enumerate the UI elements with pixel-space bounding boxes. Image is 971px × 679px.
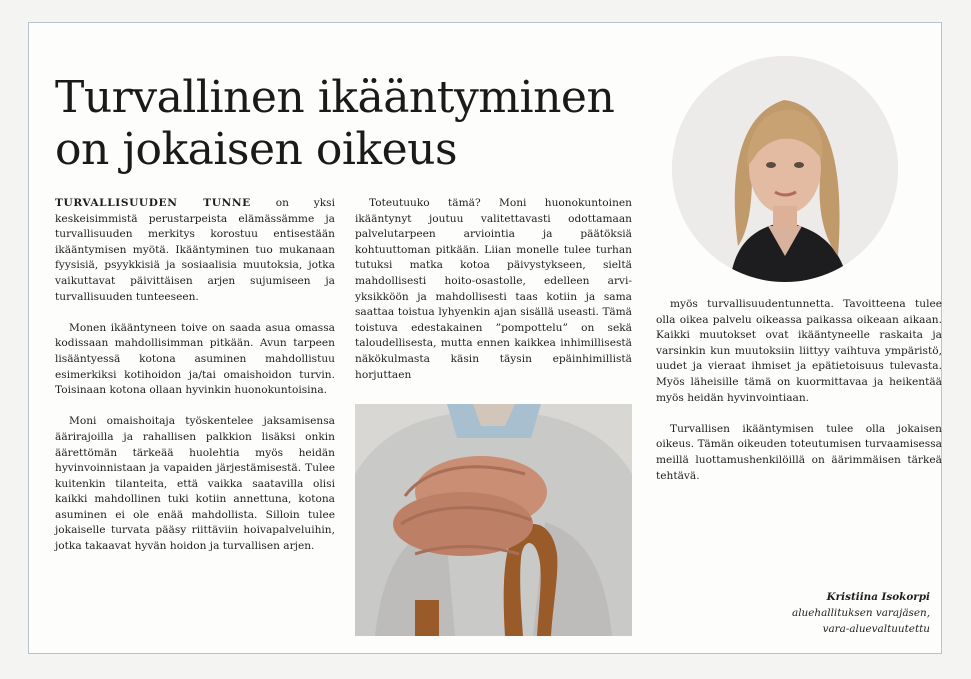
article-column-1 — [55, 196, 335, 570]
paragraph: Toteutuuko tämä? Moni huonokuntoinen ikääntynyt joutuu valitettavasti odottamaan palvelutarpeen arviointia ja päätöksiä kohtuuttoman pitkään. Liian monelle tulee turhan tutuksi matka kotoa päivystykseen, sieltä mahdollisesti hoito-osastolle, edelleen arvi-yksikköön ja mahdollisesti taas kotiin ja sama saattaa toistua lyhyenkin ajan sisällä useasti. Tämä toistuva edestakainen ”pompottelu” on sekä taloudellisesta, mutta ennen kaikkea inhimillisestä näkökulmasta käsin täysin epäinhimillistä horjuttaen — [355, 197, 632, 381]
author-title-2: vara-aluevaltuutettu — [822, 623, 930, 635]
author-signature — [712, 589, 930, 637]
author-portrait-photo — [672, 56, 898, 282]
article-column-3 — [656, 297, 942, 500]
article-column-2 — [355, 196, 632, 399]
paragraph — [55, 196, 335, 305]
paragraph: Monen ikääntyneen toive on saada asua omassa kodissaan mahdollisimman pitkään. Avun tarpeen lisääntyessä kotona asuminen mahdollistuu esimerkiksi kotihoidon ja/tai omaishoidon turvin. Toisinaan kotona ollaan hyvinkin huonokuntoisina. — [55, 321, 335, 397]
headline-line-2: on jokaisen oikeus — [55, 124, 458, 175]
author-name: Kristiina Isokorpi — [826, 591, 930, 603]
paragraph: Moni omaishoitaja työskentelee jaksamisensa äärirajoilla ja rahallisen palkkion lisäksi onkin äärettömän tärkeää huolehtia myös heidän hyvinvoinnistaan ja vapaiden järjestämisestä. Tulee kuitenkin tilanteita, että vaikka saatavilla olisi kaikki mahdollinen tuki kotiin annettuna, kotona asuminen ei ole enää mahdollista. Silloin tulee jokaiselle turvata pääsy riittäviin hoivapalveluihin, jotka takaavat hyvän hoidon ja turvallisen arjen. — [55, 415, 335, 553]
paragraph: myös turvallisuudentunnetta. Tavoitteena tulee olla oikea palvelu oikeassa paikassa oikeaan aikaan. Kaikki muutokset ovat ikääntyneelle raskaita ja varsinkin kun muutoksiin liittyy vaihtuva ympäristö, uudet ja vieraat ihmiset ja epätietoisuus tulevasta. Myös läheisille tämä on kuormittavaa ja heikentää myös heidän hyvinvointiaan. — [656, 298, 942, 404]
paragraph-text: on yksi keskeisimmistä perustarpeista elämässämme ja turvallisuuden merkitys korostuu entisestään ikääntymisen myötä. Ikääntyminen tuo mukanaan fyysisiä, psyykkisiä ja sosiaalisia muutoksia, jotka vaikuttavat päivittäisen arjen sujumiseen ja turvallisuuden tunteeseen. — [55, 197, 335, 303]
article-headline — [55, 72, 655, 176]
headline-line-1: Turvallinen ikääntyminen — [55, 72, 615, 123]
paragraph: Turvallisen ikääntymisen tulee olla jokaisen oikeus. Tämän oikeuden toteutumisen turvaamisessa meillä luottamushenkilöillä on äärimmäisen tärkeä tehtävä. — [656, 422, 942, 482]
lead-word: TURVALLISUUDEN TUNNE — [55, 197, 251, 209]
hands-cane-illustration — [355, 404, 632, 636]
portrait-illustration — [672, 56, 898, 282]
elderly-hands-cane-photo — [355, 404, 632, 636]
author-title-1: aluehallituksen varajäsen, — [792, 607, 930, 619]
